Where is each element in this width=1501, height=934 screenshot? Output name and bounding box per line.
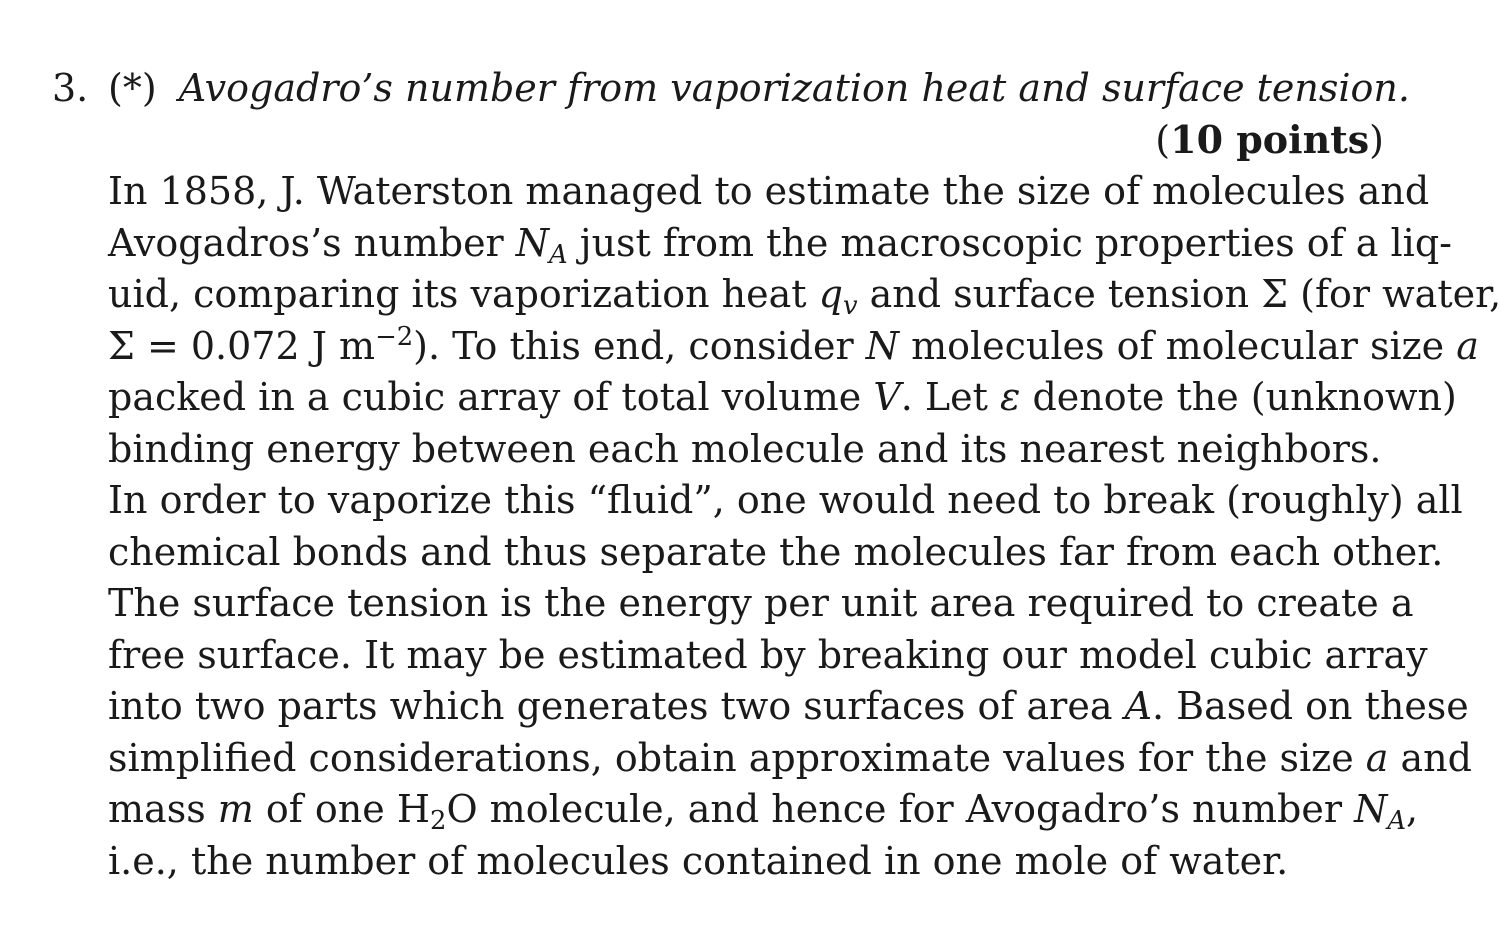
body-line: In 1858, J. Waterston managed to estimate the size of molecules and (108, 169, 1430, 213)
body-line: In order to vaporize this “fluid”, one would need to break (roughly) all (108, 478, 1463, 522)
body-line: chemical bonds and thus separate the molecules far from each other. (108, 529, 1444, 574)
problem-body (108, 166, 1501, 887)
body-line: uid, comparing its vaporization heat $q_v$ and surface tension Σ (for water, (108, 272, 1501, 322)
body-line: into two parts which generates two surfaces of area A. Based on these (108, 684, 1469, 728)
body-line: mass m of one $H_2O$ molecule, and hence for Avogadro’s number $N_A$, (108, 787, 1419, 837)
body-line: packed in a cubic array of total volume V. Let ε denote the (unknown) (108, 375, 1457, 419)
points-value: 10 points (1170, 117, 1370, 162)
body-line: The surface tension is the energy per unit area required to create a (108, 581, 1414, 625)
body-line: i.e., the number of molecules contained in one mole of water. (108, 838, 1289, 883)
problem-header (52, 62, 1410, 114)
problem-title: Avogadro’s number from vaporization heat and surface tension. (178, 66, 1410, 110)
body-line: Avogadros’s number $N_A$ just from the macroscopic properties of a liq- (108, 220, 1453, 270)
body-line: simplified considerations, obtain approximate values for the size a and (108, 735, 1472, 780)
difficulty-marker: (*) (108, 66, 157, 110)
problem-number: 3. (52, 66, 89, 110)
points-label: (10 points) (1155, 117, 1384, 162)
body-line: binding energy between each molecule and its nearest neighbors. (108, 426, 1382, 471)
body-line: Σ = 0.072 J $m^{-2}$). To this end, consider N molecules of molecular size a (108, 321, 1479, 368)
body-line: free surface. It may be estimated by breaking our model cubic array (108, 632, 1428, 677)
